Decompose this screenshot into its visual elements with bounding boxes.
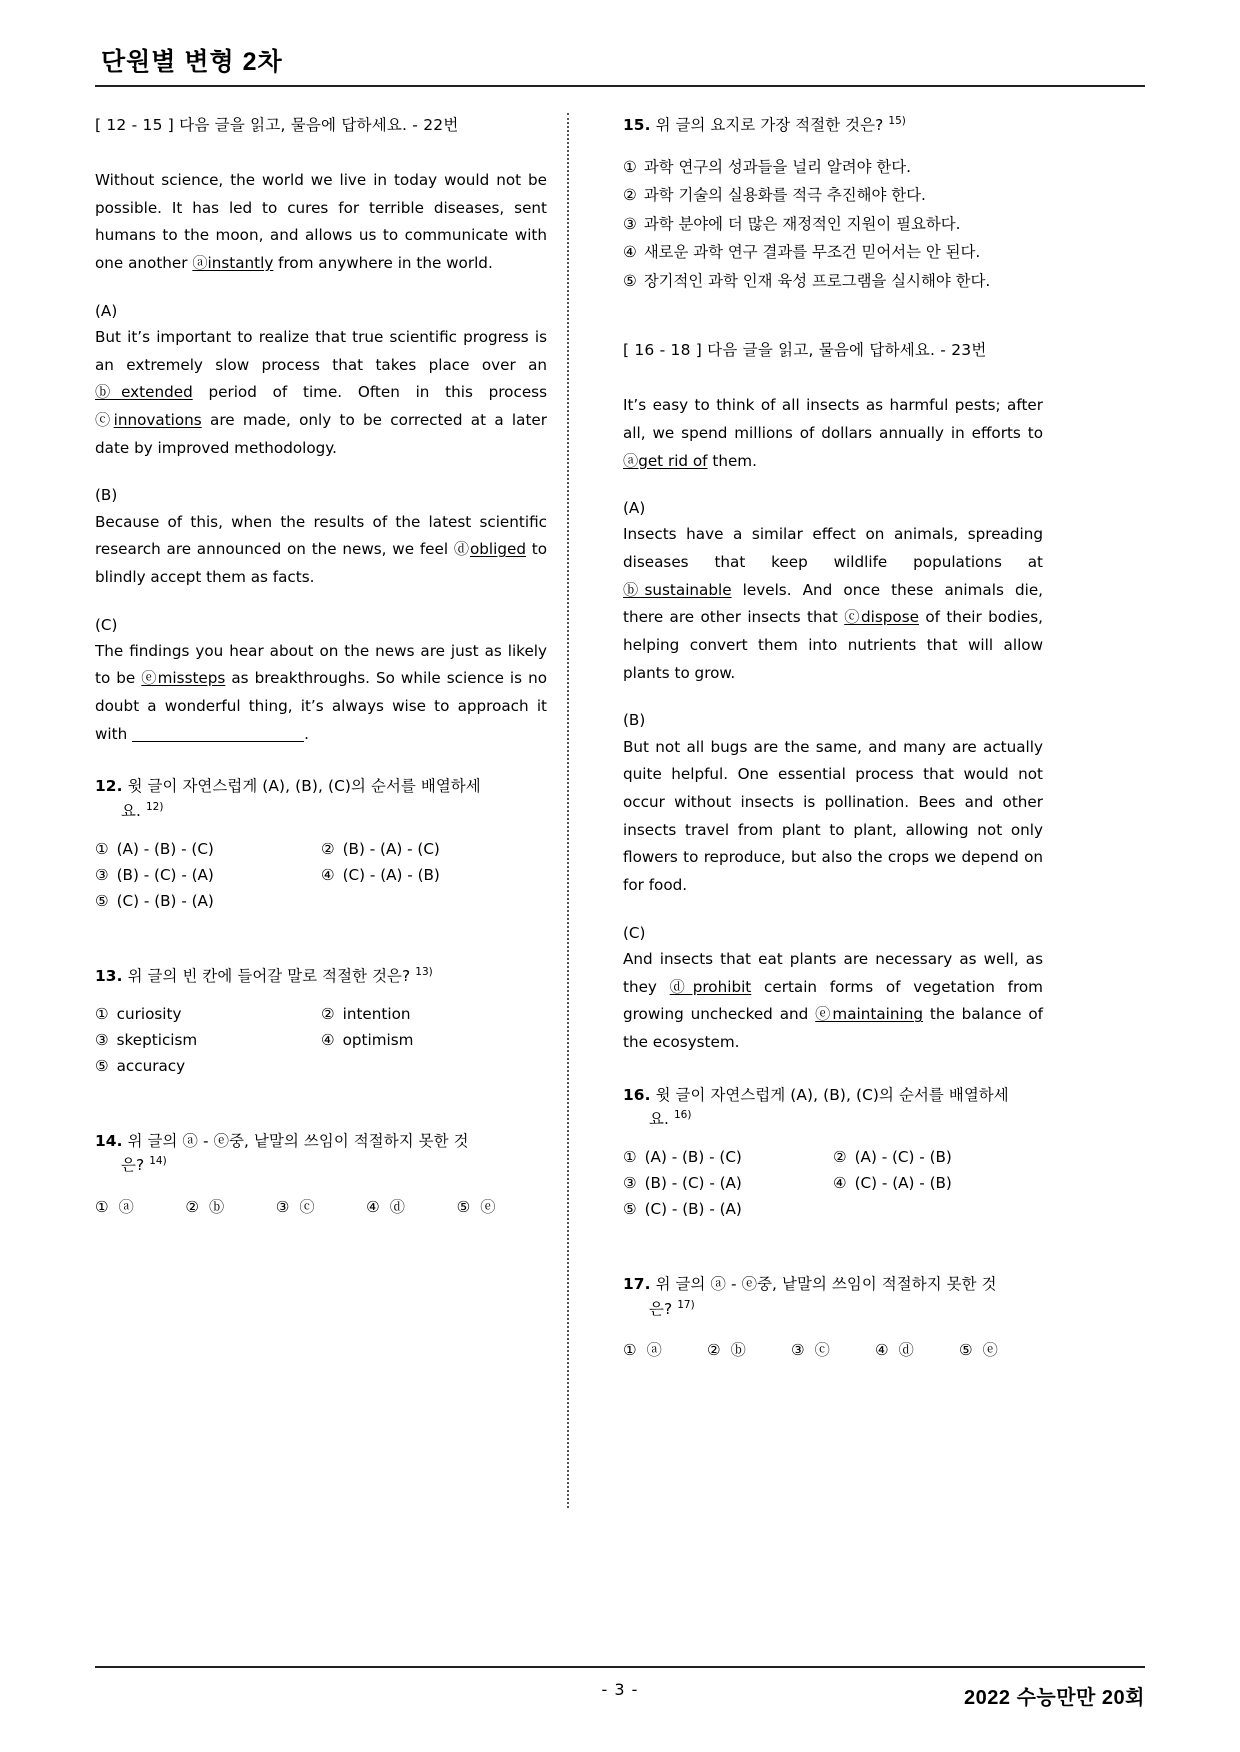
passage-text: Insects have a similar effect on animals, spreading diseases that keep wildlife populations at bbox=[623, 525, 1043, 572]
option-label: ⓓ bbox=[898, 1341, 914, 1360]
header-divider bbox=[95, 85, 1145, 87]
passage-intro-science bbox=[95, 167, 547, 278]
option-3[interactable] bbox=[623, 211, 1043, 237]
page-footer bbox=[95, 1666, 1145, 1710]
option-1[interactable] bbox=[95, 1196, 185, 1217]
option-label: ⓐ bbox=[646, 1341, 662, 1360]
question-13 bbox=[95, 964, 547, 989]
footer-brand: 2022 수능만만 20회 bbox=[964, 1687, 1145, 1709]
section-label-a: (A) bbox=[623, 499, 646, 518]
spacer bbox=[623, 298, 1043, 338]
passage-section-a bbox=[623, 521, 1043, 687]
left-column bbox=[95, 113, 557, 1513]
option-label: ⓒ bbox=[814, 1341, 830, 1360]
option-label: (A) - (B) - (C) bbox=[116, 839, 214, 858]
passage-text: But it’s important to realize that true scientific progress is an extremely slow process that takes place over an bbox=[95, 327, 547, 374]
option-label: (A) - (C) - (B) bbox=[854, 1148, 952, 1167]
passage-section-b: But not all bugs are the same, and many are actually quite helpful. One essential process that would not occur without insects is pollination. Bees and other insects travel from plant to plant, allowing not only flowers to reproduce, but also the crops we depend on for food. bbox=[623, 737, 1043, 895]
option-4[interactable] bbox=[321, 1031, 547, 1049]
option-marker: ③ bbox=[95, 865, 109, 884]
option-label: (B) - (A) - (C) bbox=[342, 839, 440, 858]
question-16-text: 윗 글이 자연스럽게 (A), (B), (C)의 순서를 배열하세 bbox=[655, 1085, 1009, 1104]
question-15-number: 15. bbox=[623, 116, 651, 135]
option-4[interactable] bbox=[623, 239, 1043, 265]
vocab-item-d: obliged bbox=[469, 540, 526, 559]
option-2[interactable] bbox=[321, 1005, 547, 1023]
section-label-c: (C) bbox=[95, 615, 118, 634]
option-marker: ② bbox=[707, 1341, 721, 1360]
option-marker: ③ bbox=[791, 1341, 805, 1360]
option-label: (C) - (B) - (A) bbox=[116, 891, 214, 910]
passage-text-cont: from anywhere in the world. bbox=[273, 253, 493, 272]
question-14 bbox=[95, 1129, 547, 1178]
option-marker: ⑤ bbox=[456, 1198, 471, 1217]
option-marker: ② bbox=[185, 1198, 200, 1217]
vocab-item-e: ⓔmaintaining bbox=[815, 1005, 923, 1024]
passage-text-end: . bbox=[304, 724, 309, 743]
question-17 bbox=[623, 1272, 1043, 1321]
question-16-options bbox=[623, 1148, 1043, 1218]
option-marker: ⑤ bbox=[95, 891, 109, 910]
option-label: skepticism bbox=[116, 1030, 198, 1049]
option-marker: ④ bbox=[321, 865, 335, 884]
option-marker: ① bbox=[623, 1341, 637, 1360]
section-label-b: (B) bbox=[623, 711, 646, 730]
option-3[interactable] bbox=[276, 1196, 366, 1217]
option-marker: ① bbox=[95, 1004, 109, 1023]
question-15-ref: 15) bbox=[888, 115, 906, 127]
passage-text-cont: to blindly accept them as facts. bbox=[95, 540, 547, 586]
question-13-options bbox=[95, 1005, 547, 1075]
option-5[interactable] bbox=[457, 1196, 547, 1217]
footer-row bbox=[95, 1680, 1145, 1710]
question-17-ref: 17) bbox=[677, 1298, 695, 1311]
option-label: 과학 분야에 더 많은 재정적인 지원이 필요하다. bbox=[643, 214, 961, 233]
option-label: ⓑ bbox=[730, 1341, 746, 1360]
question-12-number: 12. bbox=[95, 777, 123, 796]
column-divider bbox=[567, 113, 569, 1508]
option-label: 과학 연구의 성과들을 널리 알려야 한다. bbox=[643, 157, 912, 176]
question-16-text-cont: 요. bbox=[649, 1110, 669, 1129]
option-5[interactable] bbox=[95, 892, 321, 910]
question-15-text: 위 글의 요지로 가장 적절한 것은? bbox=[655, 116, 884, 135]
option-2[interactable] bbox=[623, 182, 1043, 208]
option-label: intention bbox=[342, 1004, 411, 1023]
passage-text: Without science, the world we live in today would not be possible. It has led to cures for terrible diseases, sent humans to the moon, and allows us to communicate with one another bbox=[95, 171, 547, 272]
vocab-item-b: ⓑextended bbox=[95, 383, 193, 402]
question-16 bbox=[623, 1083, 1043, 1132]
option-label: ⓓ bbox=[389, 1198, 405, 1217]
question-12-options bbox=[95, 840, 547, 910]
vocab-item-a: ⓐinstantly bbox=[192, 253, 274, 272]
passage-text-cont: period of time. Often in this process ⓒ bbox=[95, 383, 547, 429]
option-marker: ② bbox=[321, 1004, 335, 1023]
option-label: 장기적인 과학 인재 육성 프로그램을 실시해야 한다. bbox=[643, 271, 991, 290]
option-marker: ③ bbox=[623, 214, 637, 233]
option-label: (A) - (B) - (C) bbox=[644, 1148, 742, 1167]
option-marker: ③ bbox=[623, 1174, 637, 1193]
option-marker: ⑤ bbox=[623, 271, 637, 290]
option-marker: ④ bbox=[321, 1030, 335, 1049]
passage-section-b bbox=[95, 509, 547, 592]
option-label: (B) - (C) - (A) bbox=[644, 1174, 742, 1193]
option-3[interactable] bbox=[95, 1031, 321, 1049]
directive-16-18: [ 16 - 18 ] 다음 글을 읽고, 물음에 답하세요. - 23번 bbox=[623, 341, 987, 360]
option-label: ⓒ bbox=[299, 1198, 315, 1217]
option-5[interactable] bbox=[95, 1057, 321, 1075]
passage-text-cont: them. bbox=[707, 451, 757, 470]
section-label-a: (A) bbox=[95, 301, 118, 320]
passage-text: The findings you hear about on the news are just as likely to be bbox=[95, 641, 547, 688]
option-marker: ① bbox=[95, 839, 109, 858]
passage-text-end: the balance of the ecosystem. bbox=[623, 1005, 1044, 1051]
question-13-number: 13. bbox=[95, 966, 123, 985]
question-12 bbox=[95, 774, 547, 823]
footer-divider bbox=[95, 1666, 1145, 1668]
spacer bbox=[623, 1222, 1043, 1246]
question-14-options bbox=[95, 1196, 547, 1217]
option-3[interactable] bbox=[95, 866, 321, 884]
option-label: 새로운 과학 연구 결과를 무조건 믿어서는 안 된다. bbox=[643, 243, 981, 262]
option-marker: ⑤ bbox=[959, 1341, 973, 1360]
option-marker: ⑤ bbox=[95, 1056, 109, 1075]
option-marker: ① bbox=[623, 157, 637, 176]
option-marker: ④ bbox=[623, 243, 637, 262]
question-15-options bbox=[623, 154, 1043, 294]
option-5[interactable] bbox=[623, 1200, 833, 1218]
passage-text-cont: as breakthroughs. So while science is no doubt a wonderful thing, it’s always wise to approach it with bbox=[95, 669, 547, 743]
passage-section-c bbox=[95, 638, 547, 749]
option-1[interactable] bbox=[623, 154, 1043, 180]
option-label: ⓐ bbox=[118, 1198, 134, 1217]
option-2[interactable] bbox=[185, 1196, 275, 1217]
option-1[interactable] bbox=[623, 1339, 707, 1360]
passage-text-cont: certain forms of vegetation from growing unchecked and bbox=[623, 977, 1043, 1024]
vocab-item-c: innovations bbox=[113, 410, 202, 429]
page-title: 단원별 변형 2차 bbox=[101, 48, 283, 76]
option-3[interactable] bbox=[791, 1339, 875, 1360]
option-1[interactable] bbox=[95, 840, 321, 858]
option-label: (C) - (A) - (B) bbox=[854, 1174, 952, 1193]
question-16-ref: 16) bbox=[673, 1109, 692, 1122]
question-12-ref: 12) bbox=[145, 801, 164, 814]
question-17-number: 17. bbox=[623, 1275, 651, 1294]
spacer bbox=[95, 914, 547, 938]
option-marker: ④ bbox=[875, 1341, 889, 1360]
vocab-item-e: ⓔmissteps bbox=[141, 669, 226, 688]
option-2[interactable] bbox=[833, 1148, 1043, 1166]
passage-intro-insects bbox=[623, 392, 1043, 475]
option-marker: ④ bbox=[833, 1174, 847, 1193]
option-label: ⓔ bbox=[982, 1341, 998, 1360]
option-label: ⓑ bbox=[209, 1198, 225, 1217]
right-column bbox=[581, 113, 1043, 1513]
option-label: (C) - (B) - (A) bbox=[644, 1200, 742, 1219]
option-marker: ④ bbox=[366, 1198, 380, 1217]
section-label-c: (C) bbox=[623, 923, 646, 942]
option-marker: ③ bbox=[95, 1030, 109, 1049]
option-marker: ⑤ bbox=[623, 1200, 637, 1219]
question-14-text-cont: 은? bbox=[121, 1156, 145, 1175]
passage-text: Because of this, when the results of the latest scientific research are announced on the news, we feel ⓓ bbox=[95, 512, 547, 559]
option-marker: ② bbox=[623, 186, 637, 205]
question-15 bbox=[623, 113, 1043, 138]
option-label: 과학 기술의 실용화를 적극 추진해야 한다. bbox=[643, 186, 926, 205]
passage-section-c bbox=[623, 946, 1043, 1057]
directive-12-15: [ 12 - 15 ] 다음 글을 읽고, 물음에 답하세요. - 22번 bbox=[95, 116, 459, 134]
vocab-item-a: ⓐget rid of bbox=[623, 451, 708, 470]
question-12-text-cont: 요. bbox=[121, 802, 141, 821]
question-13-ref: 13) bbox=[415, 965, 433, 978]
question-13-text: 위 글의 빈 칸에 들어갈 말로 적절한 것은? bbox=[127, 966, 411, 985]
option-5[interactable] bbox=[623, 268, 1043, 294]
option-1[interactable] bbox=[95, 1005, 321, 1023]
option-label: ⓔ bbox=[480, 1198, 496, 1217]
option-4[interactable] bbox=[875, 1339, 959, 1360]
question-17-text: 위 글의 ⓐ - ⓔ중, 낱말의 쓰임이 적절하지 못한 것 bbox=[655, 1275, 997, 1294]
option-2[interactable] bbox=[321, 840, 547, 858]
option-4[interactable] bbox=[366, 1196, 456, 1217]
passage-text-end: are made, only to be corrected at a later date by improved methodology. bbox=[95, 410, 547, 457]
option-label: (C) - (A) - (B) bbox=[342, 865, 440, 884]
passage-section-a bbox=[95, 324, 547, 462]
spacer bbox=[95, 1079, 547, 1103]
passage-text: It’s easy to think of all insects as harmful pests; after all, we spend millions of dollars annually in efforts to bbox=[623, 396, 1043, 442]
option-marker: ② bbox=[321, 839, 335, 858]
passage-text: And insects that eat plants are necessary as well, as they bbox=[623, 949, 1043, 996]
option-2[interactable] bbox=[707, 1339, 791, 1360]
option-1[interactable] bbox=[623, 1148, 833, 1166]
option-marker: ① bbox=[95, 1198, 109, 1217]
option-label: accuracy bbox=[116, 1056, 186, 1075]
option-3[interactable] bbox=[623, 1174, 833, 1192]
option-4[interactable] bbox=[833, 1174, 1043, 1192]
answer-blank bbox=[132, 727, 304, 742]
vocab-item-c: ⓒdispose bbox=[844, 608, 919, 627]
section-label-b: (B) bbox=[95, 486, 118, 505]
question-17-options bbox=[623, 1339, 1043, 1360]
question-17-text-cont: 은? bbox=[649, 1299, 673, 1318]
two-column-body bbox=[95, 113, 1145, 1513]
option-marker: ② bbox=[833, 1148, 847, 1167]
option-5[interactable] bbox=[959, 1339, 1043, 1360]
passage-text-cont: levels. And once these animals die, there are other insects that bbox=[623, 580, 1044, 627]
question-16-number: 16. bbox=[623, 1085, 651, 1104]
question-12-text: 윗 글이 자연스럽게 (A), (B), (C)의 순서를 배열하세 bbox=[127, 777, 481, 796]
option-marker: ① bbox=[623, 1148, 637, 1167]
option-marker: ③ bbox=[275, 1198, 290, 1217]
option-label: (B) - (C) - (A) bbox=[116, 865, 214, 884]
passage-text-end: of their bodies, helping convert them into nutrients that will allow plants to grow. bbox=[623, 608, 1044, 682]
question-14-ref: 14) bbox=[149, 1155, 167, 1168]
option-4[interactable] bbox=[321, 866, 547, 884]
page-number: - 3 - bbox=[601, 1680, 639, 1699]
vocab-item-b: ⓑsustainable bbox=[623, 580, 732, 599]
question-14-text: 위 글의 ⓐ - ⓔ중, 낱말의 쓰임이 적절하지 못한 것 bbox=[127, 1131, 469, 1150]
option-label: optimism bbox=[342, 1030, 414, 1049]
option-label: curiosity bbox=[116, 1004, 182, 1023]
question-14-number: 14. bbox=[95, 1131, 123, 1150]
vocab-item-d: ⓓprohibit bbox=[669, 977, 752, 996]
